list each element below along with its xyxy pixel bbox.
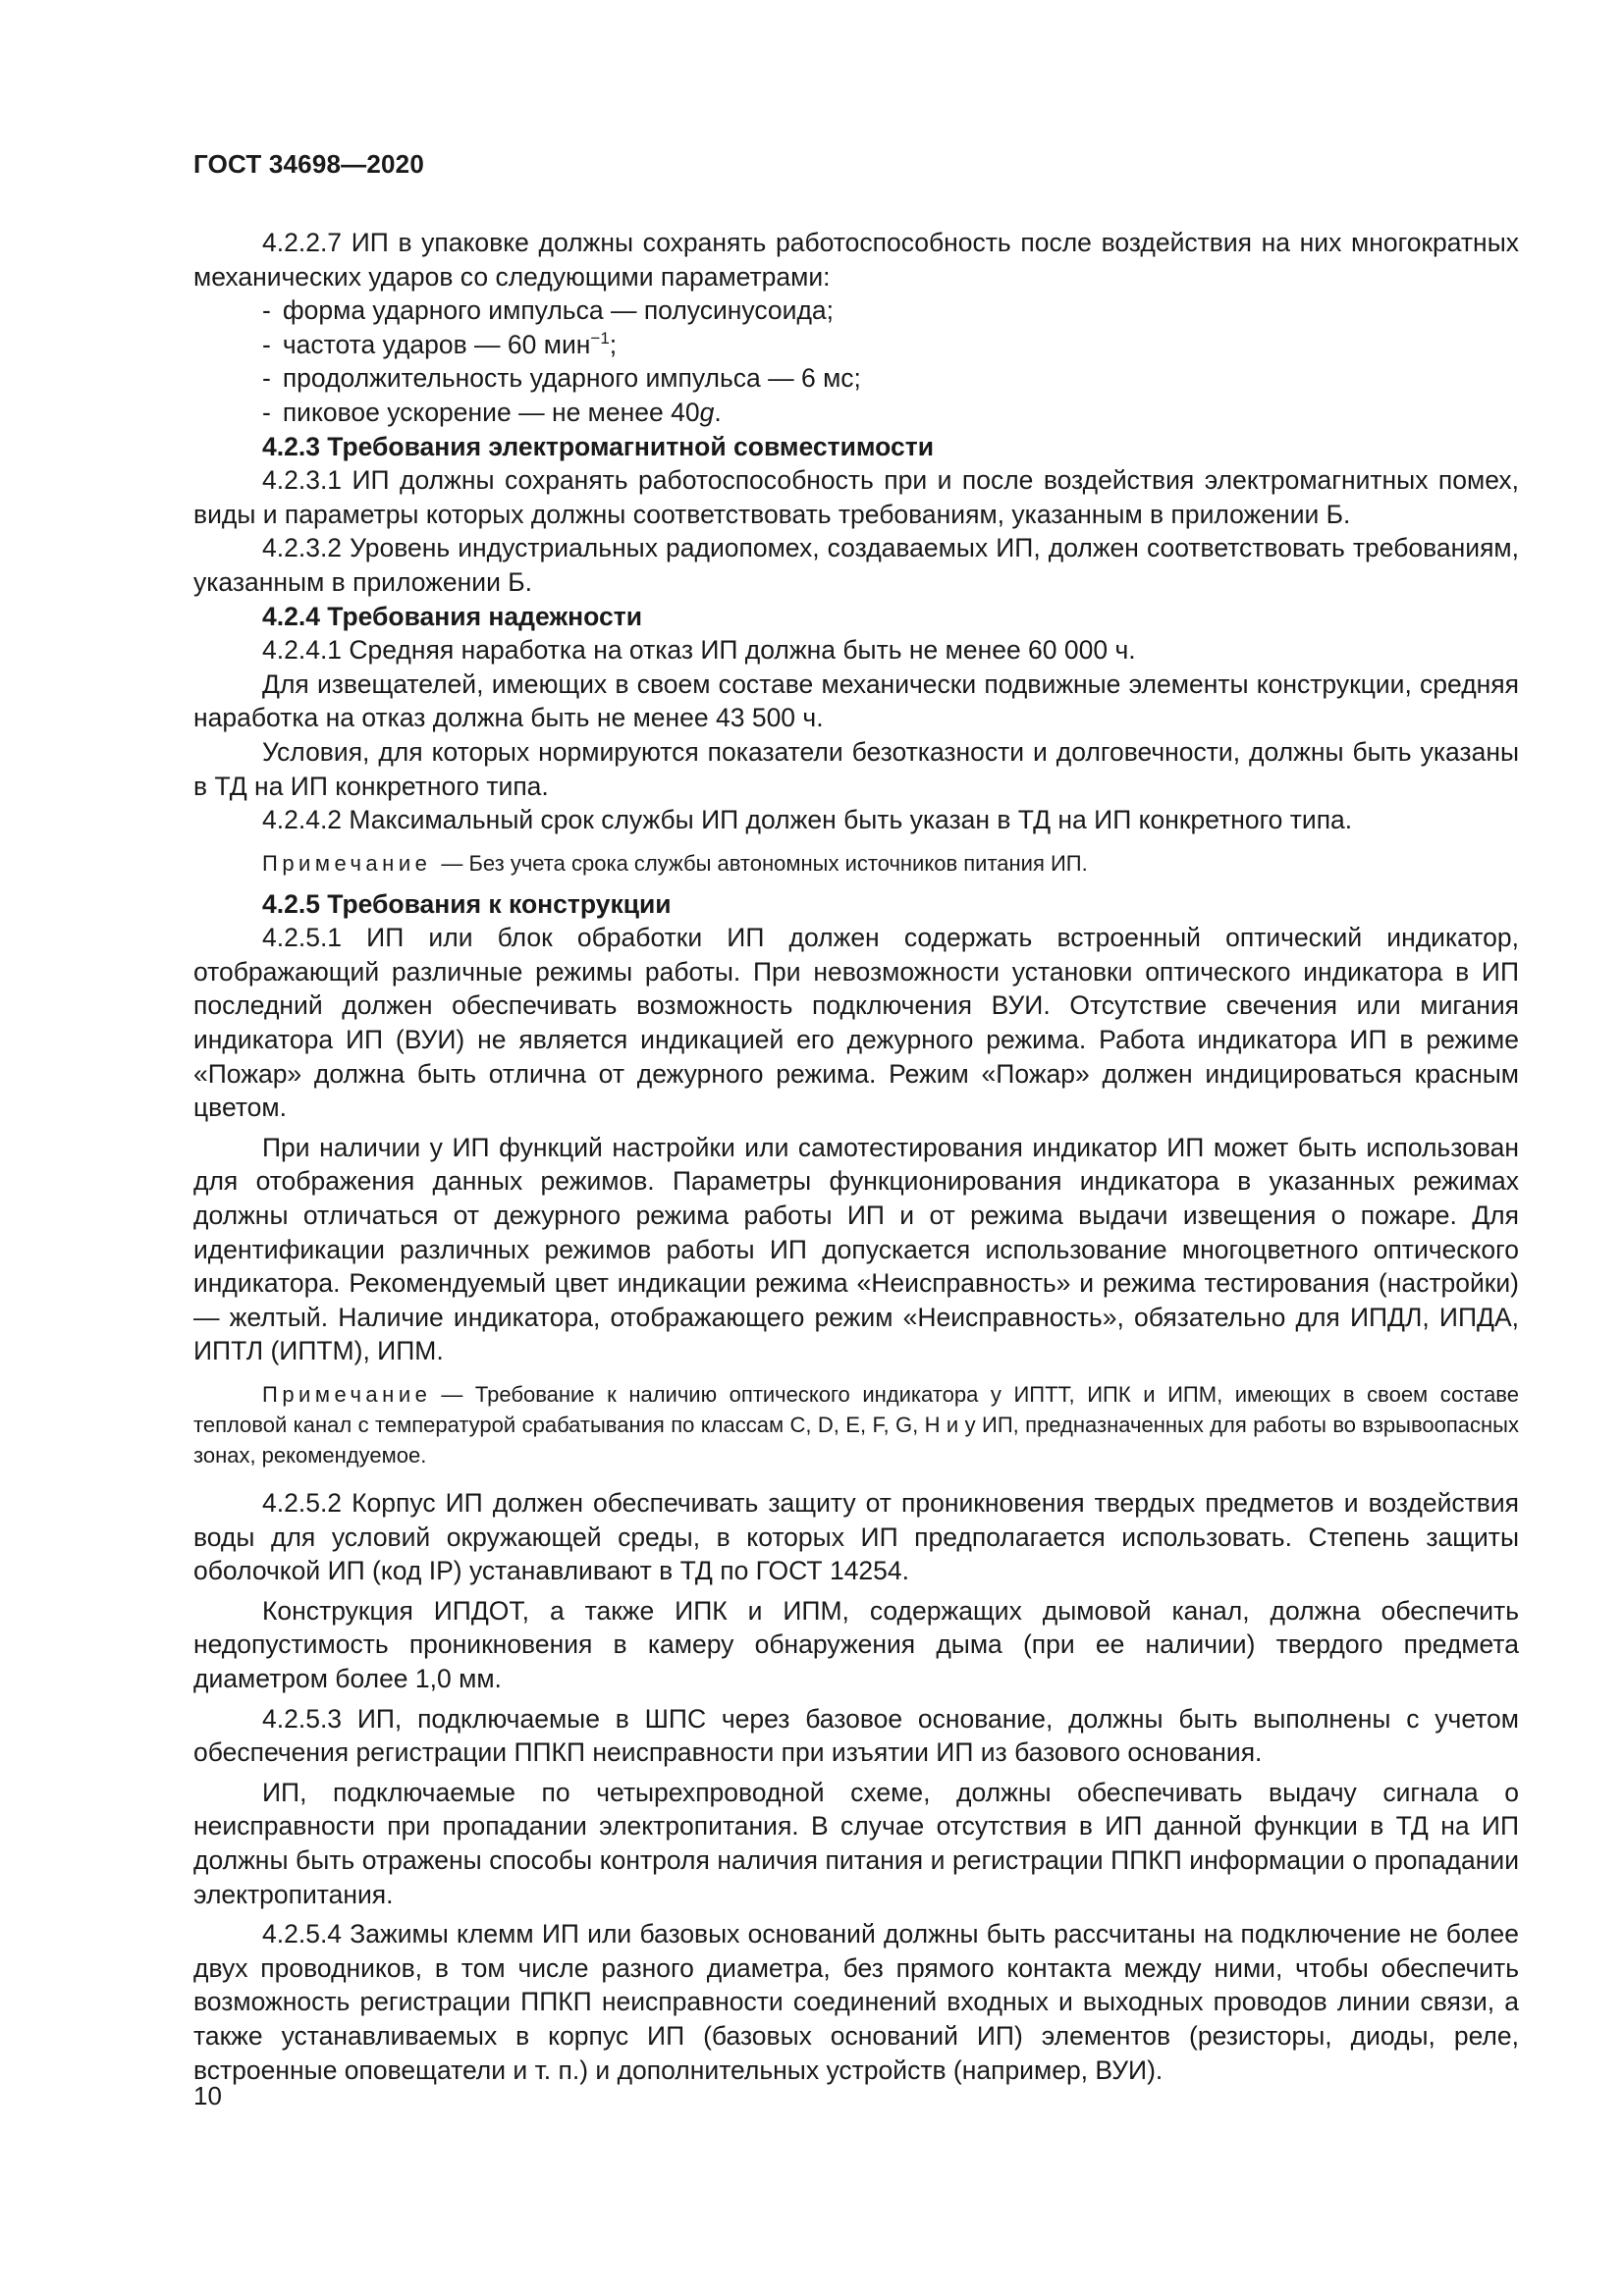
paragraph-4-2-5-2-b: Конструкция ИПДОТ, а также ИПК и ИПМ, содержащих дымовой канал, должна обеспечить недопустимость проникновения в камеру обнаружения дыма (при ее наличии) твердого предмета диаметром более 1,0 мм. — [193, 1595, 1519, 1693]
paragraph-4-2-3-2: 4.2.3.2 Уровень индустриальных радиопомех, создаваемых ИП, должен соответствовать требованиям, указанным в приложении Б. — [193, 533, 1519, 597]
heading-4-2-4: 4.2.4 Требования надежности — [262, 601, 643, 631]
heading-4-2-3: 4.2.3 Требования электромагнитной совместимости — [262, 431, 934, 461]
list-dash: - — [262, 329, 271, 359]
paragraph-4-2-4-1-b: Для извещателей, имеющих в своем составе механически подвижные элементы конструкции, средняя наработка на отказ должна быть не менее 43 500 ч. — [193, 668, 1519, 733]
paragraph-4-2-5-1-b: При наличии у ИП функций настройки или самотестирования индикатор ИП может быть использован для отображения данных режимов. Параметры функционирования индикатора в указанных режимах должны отличаться от дежурного режима работы ИП и от режима выдачи извещения о пожаре. Для идентификации различных режимов работы ИП допускается использование многоцветного оптического индикатора. Рекомендуемый цвет индикации режима «Неисправность» и режима тестирования (настройки) — желтый. Наличие индикатора, отображающего режим «Неисправность», обязательно для ИПДЛ, ИПДА, ИПТЛ (ИПТМ), ИПМ. — [193, 1132, 1519, 1366]
note-2: Примечание — Требование к наличию оптического индикатора у ИПТТ, ИПК и ИПМ, имеющих в своем составе тепловой канал с температурой срабатывания по классам C, D, E, F, G, H и у ИП, предназначенных для работы во взрывоопасных зонах, рекомендуемое. — [193, 1382, 1519, 1468]
note-label: Примечание — [262, 850, 432, 876]
standard-header: ГОСТ 34698—2020 — [193, 149, 424, 179]
heading-4-2-5: 4.2.5 Требования к конструкции — [262, 888, 672, 919]
paragraph-4-2-3-1: 4.2.3.1 ИП должны сохранять работоспособность при и после воздействия электромагнитных помех, виды и параметры которых должны соответствовать требованиям, указанным в приложении Б. — [193, 465, 1519, 529]
page-number: 10 — [193, 2081, 222, 2110]
list-item: - форма ударного импульса — полусинусоида; — [262, 295, 835, 326]
list-dash: - — [262, 363, 271, 394]
paragraph-4-2-5-2: 4.2.5.2 Корпус ИП должен обеспечивать защиту от проникновения твердых предметов и воздействия воды для условий окружающей среды, в которых ИП предполагается использовать. Степень защиты оболочкой ИП (код IP) устанавливают в ТД по ГОСТ 14254. — [193, 1488, 1519, 1586]
paragraph-4-2-4-1: 4.2.4.1 Средняя наработка на отказ ИП должна быть не менее 60 000 ч. — [262, 635, 1136, 666]
note-label: Примечание — [262, 1382, 432, 1407]
document-body — [193, 226, 1519, 2087]
paragraph-4-2-5-4: 4.2.5.4 Зажимы клемм ИП или базовых оснований должны быть рассчитаны на подключение не более двух проводников, в том числе разного диаметра, без прямого контакта между ними, чтобы обеспечить возможность регистрации ППКП неисправности соединений входных и выходных проводов линии связи, а также устанавливаемых в корпус ИП (базовых оснований ИП) элементов (резисторы, диоды, реле, встроенные оповещатели и т. п.) и дополнительных устройств (например, ВУИ). — [193, 1919, 1519, 2085]
note-1: Примечание — Без учета срока службы автономных источников питания ИП. — [262, 850, 1088, 876]
gravity-symbol: g — [699, 397, 715, 427]
list-dash: - — [262, 295, 271, 326]
paragraph-4-2-5-3: 4.2.5.3 ИП, подключаемые в ШПС через базовое основание, должны быть выполнены с учетом обеспечения регистрации ППКП неисправности при изъятии ИП из базового основания. — [193, 1703, 1519, 1768]
list-dash: - — [262, 397, 271, 427]
list-item: - продолжительность ударного импульса — 6 мс; — [262, 363, 861, 394]
paragraph-4-2-5-3-b: ИП, подключаемые по четырехпроводной схеме, должны обеспечивать выдачу сигнала о неисправности при пропадании электропитания. В случае отсутствия в ИП данной функции в ТД на ИП должны быть отражены способы контроля наличия питания и регистрации ППКП информации о пропадании электропитания. — [193, 1777, 1519, 1909]
paragraph-4-2-4-2: 4.2.4.2 Максимальный срок службы ИП должен быть указан в ТД на ИП конкретного типа. — [262, 805, 1353, 835]
superscript: −1 — [590, 328, 610, 347]
paragraph-4-2-2-7: 4.2.2.7 ИП в упаковке должны сохранять работоспособность после воздействия на них многократных механических ударов со следующими параметрами: — [193, 228, 1519, 292]
paragraph-4-2-5-1: 4.2.5.1 ИП или блок обработки ИП должен содержать встроенный оптический индикатор, отображающий различные режимы работы. При невозможности установки оптического индикатора в ИП последний должен обеспечивать возможность подключения ВУИ. Отсутствие свечения или мигания индикатора ИП (ВУИ) не является индикацией его дежурного режима. Работа индикатора ИП в режиме «Пожар» должна быть отлична от дежурного режима. Режим «Пожар» должен индицироваться красным цветом. — [193, 923, 1519, 1123]
paragraph-4-2-4-1-c: Условия, для которых нормируются показатели безотказности и долговечности, должны быть указаны в ТД на ИП конкретного типа. — [193, 736, 1519, 801]
list-item: - пиковое ускорение — не менее 40g. — [262, 397, 722, 427]
list-item: - частота ударов — 60 мин$^{-1}$; — [262, 328, 618, 359]
